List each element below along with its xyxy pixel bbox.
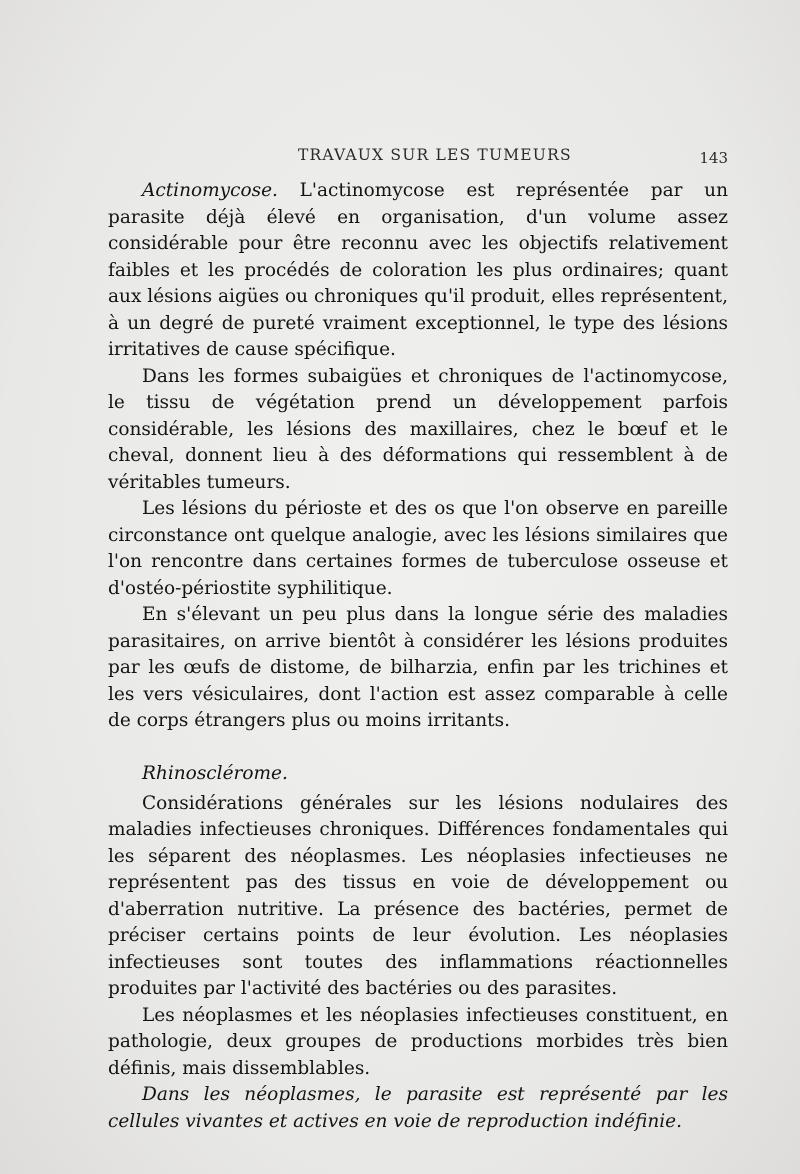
- paragraph: Dans les formes subaigües et chroniques de l'actinomycose, le tissu de végétation prend un développement parfois considérable, les lésions des maxillaires, chez le bœuf et le cheval, donnent lieu à des déformations qui ressemblent à de véritables tumeurs.: [108, 365, 728, 493]
- section-title-rhinosclerome: Rhinosclérome.: [142, 762, 288, 784]
- section-lead-actinomycose: Actinomycose.: [142, 180, 278, 201]
- paragraph-text: L'actinomycose est représentée par un parasite déjà élevé en organisation, d'un volume assez considérable pour être reconnu avec les objectifs relativement faibles et les procédés de coloration les plus ordinaires; quant aux lésions aigües ou chroniques qu'il produit, elles représentent, à un degré de pureté vraiment exceptionnel, le type des lésions irritatives de cause spécifique.: [108, 180, 728, 360]
- paragraph: En s'élevant un peu plus dans la longue série des maladies parasitaires, on arrive bientôt à considérer les lésions produites par les œufs de distome, de bilharzia, enfin par les trichines et les vers vésiculaires, dont l'action est assez comparable à celle de corps étrangers plus ou moins irritants.: [108, 604, 728, 731]
- italic-paragraph: Dans les néoplasmes, le parasite est représenté par les cellules vivantes et actives en voie de reproduction indéfinie.: [108, 1084, 728, 1132]
- running-title: TRAVAUX SUR LES TUMEURS: [298, 146, 572, 164]
- paragraph: Les lésions du périoste et des os que l'on observe en pareille circonstance ont quelque analogie, avec les lésions similaires que l'on rencontre dans certaines formes de tuberculose osseuse et d'ostéo-périostite syphilitique.: [108, 498, 728, 599]
- page-number: 143: [699, 149, 728, 167]
- paragraph-actinomycose-intro: [108, 178, 728, 364]
- page-body: [108, 178, 728, 1135]
- page-header: [108, 146, 730, 170]
- paragraph: Les néoplasmes et les néoplasies infectieuses constituent, en pathologie, deux groupes de productions morbides très bien définis, mais dissemblables.: [108, 1004, 728, 1079]
- paragraph: Considérations générales sur les lésions nodulaires des maladies infectieuses chroniques. Différences fondamentales qui les séparent des néoplasmes. Les néoplasies infectieuses ne représentent pas des tissus en voie de développement ou d'aberration nutritive. La présence des bactéries, permet de préciser certains points de leur évolution. Les néoplasies infectieuses sont toutes des inflammations réactionnelles produites par l'activité des bactéries ou des parasites.: [108, 792, 728, 999]
